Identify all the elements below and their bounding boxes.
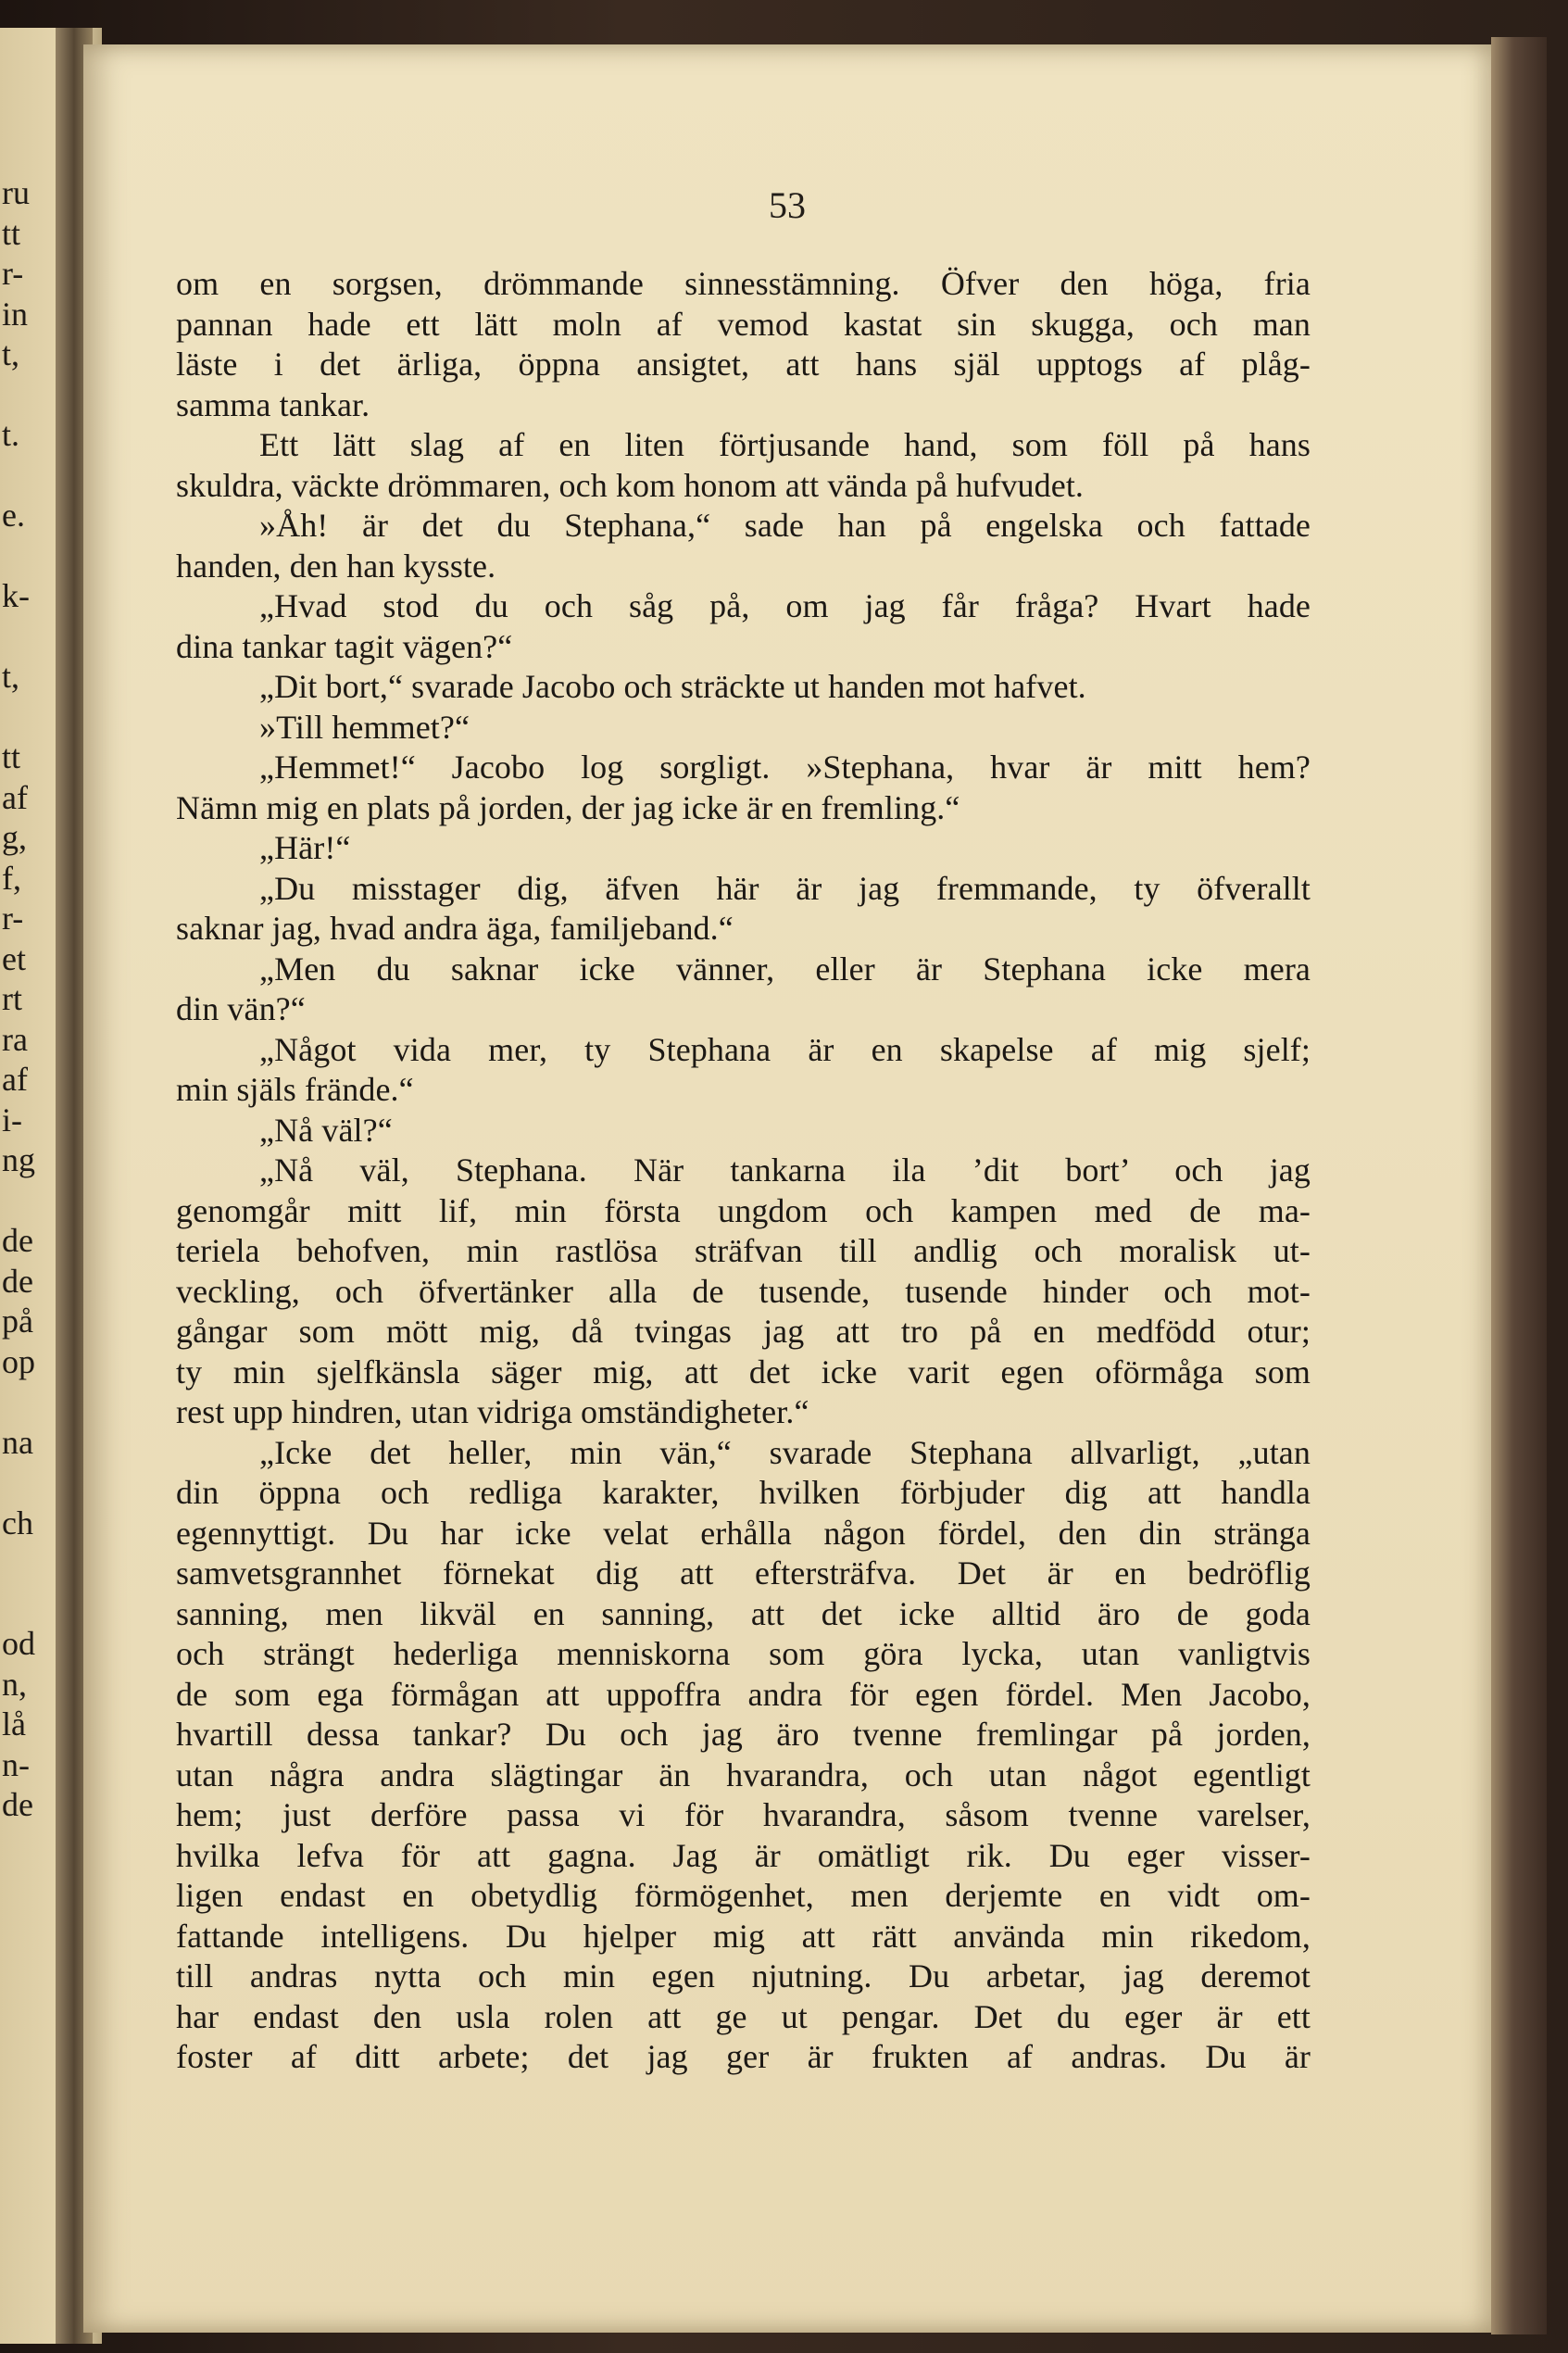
previous-page-fragment: de bbox=[2, 1786, 33, 1823]
previous-page-fragment: t, bbox=[2, 658, 20, 695]
text-line: „Något vida mer, ty Stephana är en skapelse af mig sjelf; bbox=[259, 1030, 1311, 1068]
text-line: fattande intelligens. Du hjelper mig att rätt använda min rikedom, bbox=[176, 1917, 1311, 1955]
text-line: hvilka lefva för att gagna. Jag är omätligt rik. Du eger visser- bbox=[176, 1836, 1311, 1874]
text-line: „Dit bort,“ svarade Jacobo och sträckte ut handen mot hafvet. bbox=[259, 668, 1086, 705]
text-line: egennyttigt. Du har icke velat erhålla någon fördel, den din stränga bbox=[176, 1514, 1311, 1552]
previous-page-fragment: na bbox=[2, 1423, 33, 1461]
body-text bbox=[176, 264, 1311, 2078]
previous-page-fragment: et bbox=[2, 939, 26, 977]
previous-page-fragment: f, bbox=[2, 859, 21, 897]
text-line: de som ega förmågan att uppoffra andra för egen fördel. Men Jacobo, bbox=[176, 1675, 1311, 1713]
text-line: utan några andra slägtingar än hvarandra, och utan något egentligt bbox=[176, 1755, 1311, 1793]
book-cover-edge bbox=[1491, 37, 1547, 2334]
text-line: „Nå väl, Stephana. När tankarna ila ’dit bort’ och jag bbox=[259, 1151, 1311, 1189]
text-line: genomgår mitt lif, min första ungdom och kampen med de ma- bbox=[176, 1191, 1311, 1229]
previous-page-fragment: lå bbox=[2, 1705, 26, 1743]
text-line: „Men du saknar icke vänner, eller är Stephana icke mera bbox=[259, 950, 1311, 988]
previous-page-fragment: in bbox=[2, 295, 29, 333]
text-line: teriela behofven, min rastlösa sträfvan till andlig och moralisk ut- bbox=[176, 1232, 1311, 1269]
previous-page-fragment: i- bbox=[2, 1101, 22, 1139]
text-line: hem; just derföre passa vi för hvarandra, såsom tvenne varelser, bbox=[176, 1796, 1311, 1833]
previous-page-fragment: tt bbox=[2, 738, 21, 775]
text-line: ty min sjelfkänsla säger mig, att det icke varit egen oförmåga som bbox=[176, 1353, 1311, 1390]
text-line: „Hvad stod du och såg på, om jag får fråga? Hvart hade bbox=[259, 587, 1311, 624]
text-line: har endast den usla rolen att ge ut pengar. Det du eger är ett bbox=[176, 1997, 1311, 2035]
text-line: veckling, och öfvertänker alla de tusende, tusende hinder och mot- bbox=[176, 1272, 1311, 1310]
previous-page-fragment: tt bbox=[2, 214, 21, 252]
text-line: handen, den han kysste. bbox=[176, 547, 496, 585]
previous-page-fragment: ch bbox=[2, 1504, 33, 1541]
previous-page-fragment: ru bbox=[2, 174, 30, 211]
text-line: och strängt hederliga menniskorna som göra lycka, utan vanligtvis bbox=[176, 1635, 1311, 1672]
previous-page-fragment: de bbox=[2, 1222, 33, 1259]
text-line: Ett lätt slag af en liten förtjusande hand, som föll på hans bbox=[259, 426, 1311, 463]
text-line: rest upp hindren, utan vidriga omständigheter.“ bbox=[176, 1393, 809, 1430]
previous-page-fragment: ra bbox=[2, 1020, 28, 1058]
previous-page-fragment: n- bbox=[2, 1745, 30, 1783]
text-line: samvetsgrannhet förnekat dig att eftersträfva. Det är en bedröflig bbox=[176, 1554, 1311, 1592]
text-line: skuldra, väckte drömmaren, och kom honom att vända på hufvudet. bbox=[176, 466, 1085, 504]
previous-page-fragment: g, bbox=[2, 819, 27, 856]
text-line: „Här!“ bbox=[259, 829, 351, 866]
text-line: »Åh! är det du Stephana,“ sade han på engelska och fattade bbox=[259, 507, 1311, 544]
previous-page-fragment: på bbox=[2, 1302, 33, 1340]
previous-page-fragment: ng bbox=[2, 1141, 35, 1178]
text-line: „Hemmet!“ Jacobo log sorgligt. »Stephana, hvar är mitt hem? bbox=[259, 749, 1311, 786]
text-line: gångar som mött mig, då tvingas jag att tro på en medfödd otur; bbox=[176, 1313, 1311, 1350]
text-line: läste i det ärliga, öppna ansigtet, att hans själ upptogs af plåg- bbox=[176, 346, 1311, 383]
previous-page-fragment: e. bbox=[2, 497, 25, 534]
previous-page-fragment: od bbox=[2, 1625, 35, 1662]
text-line: „Icke det heller, min vän,“ svarade Stephana allvarligt, „utan bbox=[259, 1433, 1311, 1471]
text-line: pannan hade ett lätt moln af vemod kastat sin skugga, och man bbox=[176, 305, 1311, 343]
text-line: samma tankar. bbox=[176, 385, 370, 423]
text-line: min själs frände.“ bbox=[176, 1071, 414, 1108]
page-number: 53 bbox=[769, 184, 806, 226]
text-line: hvartill dessa tankar? Du och jag äro tvenne fremlingar på jorden, bbox=[176, 1716, 1311, 1753]
text-line: om en sorgsen, drömmande sinnesstämning. Öfver den höga, fria bbox=[176, 265, 1311, 302]
text-line: »Till hemmet?“ bbox=[259, 708, 470, 746]
text-line: saknar jag, hvad andra äga, familjeband.“ bbox=[176, 910, 734, 947]
text-line: till andras nytta och min egen njutning. Du arbetar, jag deremot bbox=[176, 1957, 1311, 1994]
previous-page-fragment: t. bbox=[2, 416, 20, 453]
previous-page-fragment: t, bbox=[2, 335, 20, 372]
previous-page-fragment: k- bbox=[2, 577, 30, 614]
text-line: sanning, men likväl en sanning, att det icke alltid äro de goda bbox=[176, 1594, 1311, 1632]
previous-page-fragment: r- bbox=[2, 255, 24, 292]
text-line: „Du misstager dig, äfven här är jag fremmande, ty öfverallt bbox=[259, 869, 1311, 907]
text-line: ligen endast en obetydlig förmögenhet, men derjemte en vidt om- bbox=[176, 1877, 1311, 1914]
previous-page-fragment: r- bbox=[2, 900, 24, 937]
text-line: Nämn mig en plats på jorden, der jag icke är en fremling.“ bbox=[176, 788, 960, 826]
text-line: din öppna och redliga karakter, hvilken förbjuder dig att handla bbox=[176, 1474, 1311, 1511]
previous-page-fragment: af bbox=[2, 778, 28, 816]
previous-page-fragment: op bbox=[2, 1342, 35, 1380]
text-line: din vän?“ bbox=[176, 990, 306, 1027]
previous-page-fragment: rt bbox=[2, 980, 22, 1017]
text-line: dina tankar tagit vägen?“ bbox=[176, 627, 513, 665]
previous-page-fragment: af bbox=[2, 1061, 28, 1098]
previous-page-fragment: de bbox=[2, 1262, 33, 1300]
text-line: „Nå väl?“ bbox=[259, 1111, 393, 1149]
previous-page-fragment: n, bbox=[2, 1665, 27, 1703]
text-line: foster af ditt arbete; det jag ger är frukten af andras. Du är bbox=[176, 2038, 1311, 2075]
